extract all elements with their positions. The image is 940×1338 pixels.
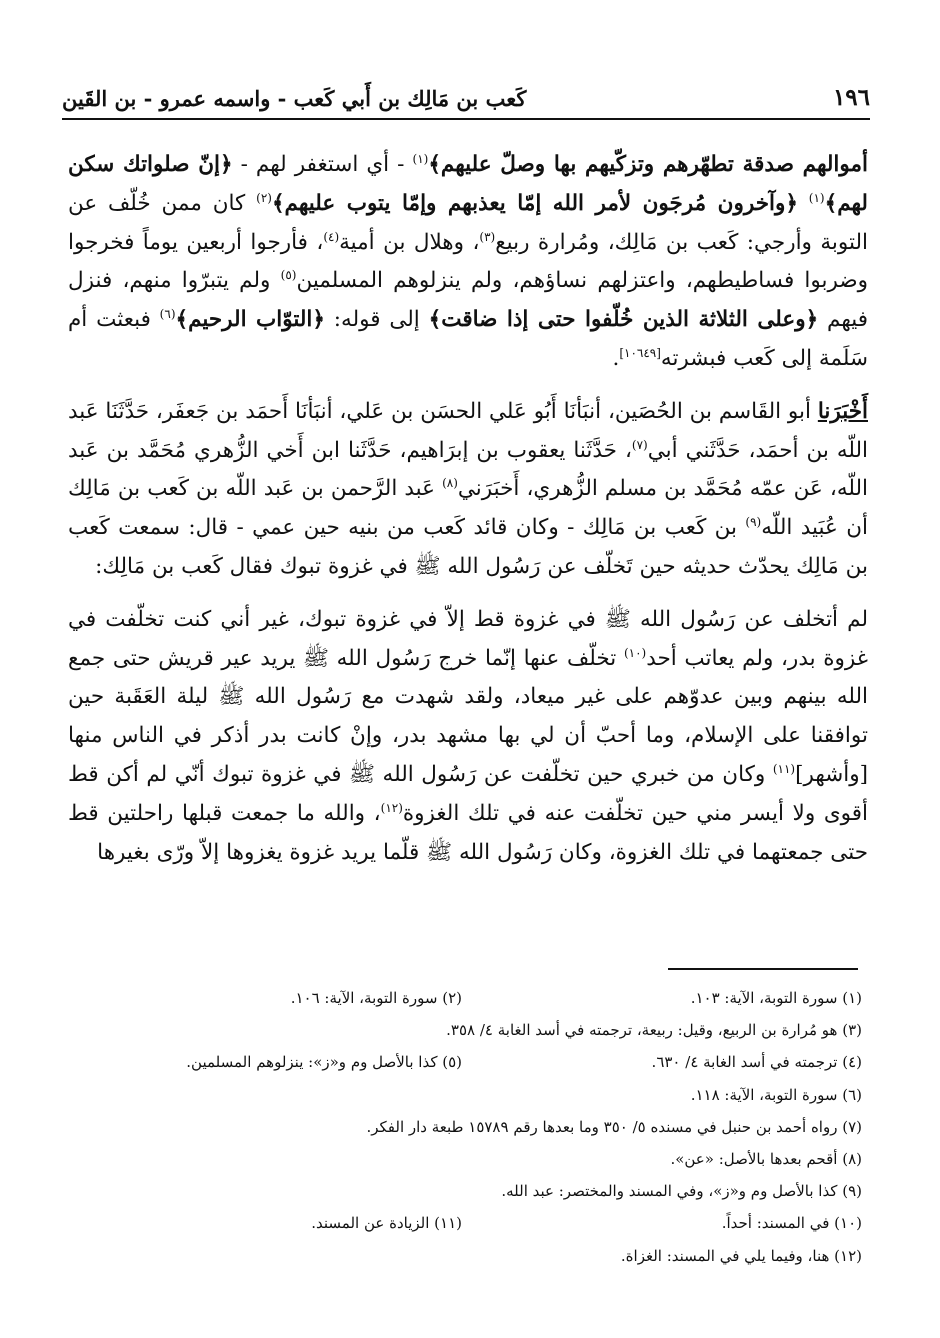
footnote-ref: [١٠٦٤٩] [619, 345, 661, 360]
footnote: (٤) ترجمته في أسد الغابة ٤/ ٦٣٠. [651, 1053, 862, 1072]
footnote-ref: (٢) [256, 190, 272, 205]
footnote-ref: (٥) [280, 268, 297, 283]
footnote-ref: (٦) [159, 307, 176, 322]
paragraph [68, 393, 868, 587]
main-text [68, 146, 868, 872]
text-run: بن كَعب بن مَالِك - وكان قائد كَعب من بنيه حين عمي - قال: سمعت كَعب بن مَالِك يحدّث حديثه حين تَخلّف عن رَسُول الله ﷺ في غزوة تبوك فقال كَعب بن مَالِك: [68, 515, 868, 579]
footnote-ref: (١٢) [380, 800, 403, 815]
text-run: تخلّف عنها إنّما خرج رَسُول الله ﷺ يريد عير قريش حتى جمع الله بينهم وبين عدوّهم على غير ميعاد، ولقد شهدت مع رَسُول الله ﷺ ليلة العَقَبة حين توافقنا على الإسلام، وما أحبّ أن لي بها مشهد بدر، وإنْ كانت بدر أذكر في الناس منها [وأشهر] [68, 645, 868, 787]
text-run: لم أتخلف عن رَسُول الله ﷺ في غزوة قط إلاّ في غزوة تبوك، غير أني كنت تخلّفت في غزوة بدر، ولم يعاتب أحد [68, 606, 869, 671]
footnote: (٩) كذا بالأصل وم و«ز»، وفي المسند والمختصر: عبد الله. [501, 1182, 862, 1201]
text-run: أبو القَاسم بن الحُصَين، أنبَأنَا أَبُو عَلي الحسَن بن عَلي، أنبَأنَا أَحمَد بن جَعفَر، حَدَّثَنَا عَبد اللّه بن أحمَد، حَدَّثَني أبي [67, 398, 868, 463]
page-number: ١٩٦ [832, 84, 870, 111]
footnote: (٧) رواه أحمد بن حنبل في مسنده ٥/ ٣٥٠ وما بعدها رقم ١٥٧٨٩ طبعة دار الفكر. [366, 1117, 862, 1136]
footnote-row [142, 982, 862, 1014]
footnote-row [142, 1046, 862, 1078]
footnote: (١٢) هنا، وفيما يلي في المسند: الغزاة. [620, 1246, 862, 1265]
footnote-row [142, 1207, 862, 1239]
text-run: ، حَدَّثَنا يعقوب بن إبرَاهيم، حَدَّثَنا ابن أَخي الزُّهري مُحَمَّد بن عَبد اللّه، عَن عمّه مُحَمَّد بن مسلم الزُّهري، أَخبَرَني [68, 437, 868, 502]
footnote-row [142, 1240, 862, 1272]
footnote-row [142, 1079, 862, 1111]
footnote-row [142, 1143, 862, 1175]
footnote-row [142, 1014, 862, 1046]
footnote-ref: (٩) [745, 515, 762, 530]
footnote-ref: (١) [808, 190, 825, 205]
text-run: إلى قوله: [324, 307, 429, 333]
footnote: (٢) سورة التوبة، الآية: ١٠٦. [290, 989, 462, 1007]
footnote: (١٠) في المسند: أحداً. [721, 1214, 862, 1233]
text-run: وكان من خبري حين تخلّفت عن رَسُول الله ﷺ في غزوة تبوك أنّي لم أكن قط أقوى ولا أيسر مني حين تخلّفت عنه في تلك الغزوة [68, 761, 869, 826]
footnote-ref: (٨) [442, 476, 458, 491]
footnote-row [142, 1111, 862, 1143]
footnote: (٦) سورة التوبة، الآية: ١١٨. [690, 1085, 862, 1104]
running-title: كَعب بن مَالِك بن أَبي كَعب - واسمه عمرو - بن القَين [62, 86, 527, 111]
footnotes [142, 982, 862, 1272]
footnote-ref: (١) [412, 151, 429, 166]
quran-verse: ﴿إنّ صلواتك سكن لهم﴾ [68, 152, 868, 216]
footnote: (٨) أقحم بعدها بالأصل: «عن». [670, 1149, 862, 1168]
footnote-ref: (٧) [631, 437, 648, 452]
text-run: ، فأرجوا أربعين يوماً فخرجوا وضربوا فساطيطهم، واعتزلهم نساؤهم، ولم ينزلوهم المسلمين [68, 229, 868, 294]
footnote: (١١) الزيادة عن المسند. [311, 1214, 462, 1233]
footnote: (١) سورة التوبة، الآية: ١٠٣. [690, 989, 862, 1007]
footnote: (٥) كذا بالأصل وم و«ز»: ينزلوهم المسلمين. [186, 1053, 462, 1072]
text-run: فبعثت أم سَلَمة إلى كَعب فبشرته [68, 307, 868, 371]
text-run: ، وهلال بن أمية [339, 229, 480, 255]
quran-verse: ﴿وعلى الثلاثة الذين خُلّفوا حتى إذا ضاقت﴾ [428, 307, 819, 333]
page-header [62, 82, 870, 120]
footnote-ref: (١١) [772, 761, 796, 776]
footnote: (٣) هو مُرارة بن الربيع، وقيل: ربيعة، ترجمته في أسد الغابة ٤/ ٣٥٨. [446, 1021, 862, 1040]
text-run: - أي استغفر لهم - [232, 152, 413, 177]
paragraph [68, 601, 868, 873]
footnote-row [142, 1175, 862, 1207]
quran-verse: أموالهم صدقة تطهّرهم وتزكّيهم بها وصلّ عليهم﴾ [428, 152, 868, 177]
text-run: ، والله ما جمعت قبلها راحلتين قط حتى جمعتهما في تلك الغزوة، وكان رَسُول الله ﷺ قلّما يريد غزوة يغزوها إلاّ ورّى بغيرها [68, 800, 868, 865]
text-run: . [612, 345, 620, 371]
footnote-ref: (٣) [479, 229, 496, 244]
text-run: كان ممن خُلّف عن التوبة وأرجي: كَعب بن مَالِك، ومُرارة ربيع [68, 190, 868, 255]
footnote-ref: (٤) [323, 229, 340, 244]
paragraph [68, 146, 868, 379]
quran-verse: ﴿التوّاب الرحيم﴾ [175, 307, 325, 333]
isnad-lead: أَخْبَرَنا [817, 398, 868, 424]
text-run: عَبد الرَّحمن بن عَبد اللّه بن كَعب بن مَالِك أن عُبَيد اللّه [68, 476, 868, 541]
footnote-divider [668, 968, 858, 970]
text-run: ولم يتبرّوا منهم، فنزل فيهم [68, 268, 868, 333]
text-run [798, 191, 809, 216]
footnote-ref: (١٠) [623, 645, 647, 660]
quran-verse: ﴿وآخرون مُرجَون لأمر الله إمّا يعذبهم وإمّا يتوب عليهم﴾ [271, 190, 798, 216]
